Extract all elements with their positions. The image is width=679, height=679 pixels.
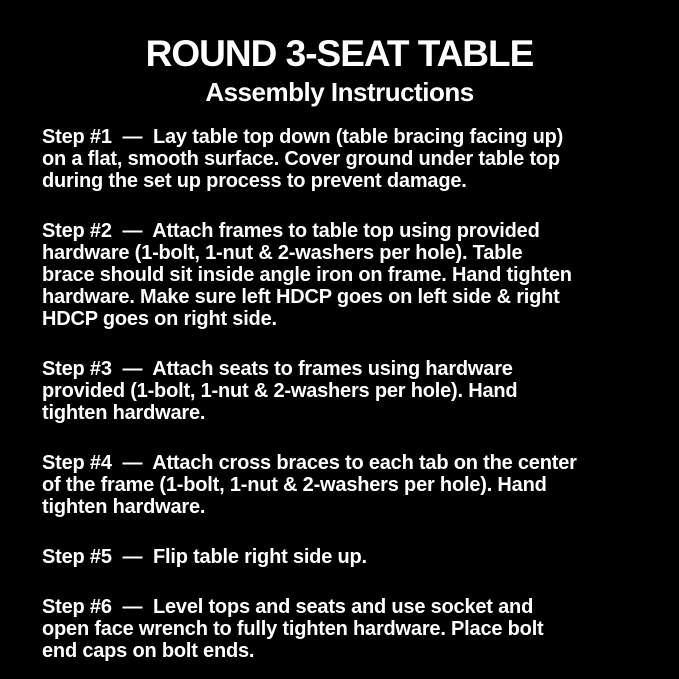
step-paragraph-6: [42, 596, 659, 662]
page-title: ROUND 3-SEAT TABLE: [145, 33, 534, 74]
step-line: tighten hardware.: [42, 496, 206, 518]
step-line: of the frame (1-bolt, 1-nut & 2-washers per hole). Hand: [42, 474, 547, 496]
step-line: hardware. Make sure left HDCP goes on left side & right: [42, 286, 560, 308]
steps-section: [0, 107, 679, 662]
step-line: Step #1 — Lay table top down (table bracing facing up): [42, 126, 564, 148]
step-paragraph-3: [42, 358, 659, 424]
step-line: Step #6 — Level tops and seats and use socket and: [42, 596, 534, 618]
step-line: Step #3 — Attach seats to frames using hardware: [42, 358, 513, 380]
step-paragraph-5: [42, 546, 659, 568]
step-line: HDCP goes on right side.: [42, 308, 277, 330]
step-line: brace should sit inside angle iron on frame. Hand tighten: [42, 264, 572, 286]
step-line: Step #5 — Flip table right side up.: [42, 546, 367, 568]
step-line: tighten hardware.: [42, 402, 206, 424]
step-paragraph-2: [42, 220, 659, 330]
step-line: end caps on bolt ends.: [42, 640, 255, 662]
header: [0, 0, 679, 107]
step-line: hardware (1-bolt, 1-nut & 2-washers per hole). Table: [42, 242, 523, 264]
step-line: during the set up process to prevent damage.: [42, 170, 467, 192]
page-subtitle: Assembly Instructions: [205, 77, 474, 107]
step-line: on a flat, smooth surface. Cover ground under table top: [42, 148, 560, 170]
step-line: Step #4 — Attach cross braces to each tab on the center: [42, 452, 577, 474]
step-paragraph-4: [42, 452, 659, 518]
step-paragraph-1: [42, 126, 659, 192]
step-line: open face wrench to fully tighten hardware. Place bolt: [42, 618, 544, 640]
step-line: Step #2 — Attach frames to table top using provided: [42, 220, 540, 242]
step-line: provided (1-bolt, 1-nut & 2-washers per hole). Hand: [42, 380, 518, 402]
